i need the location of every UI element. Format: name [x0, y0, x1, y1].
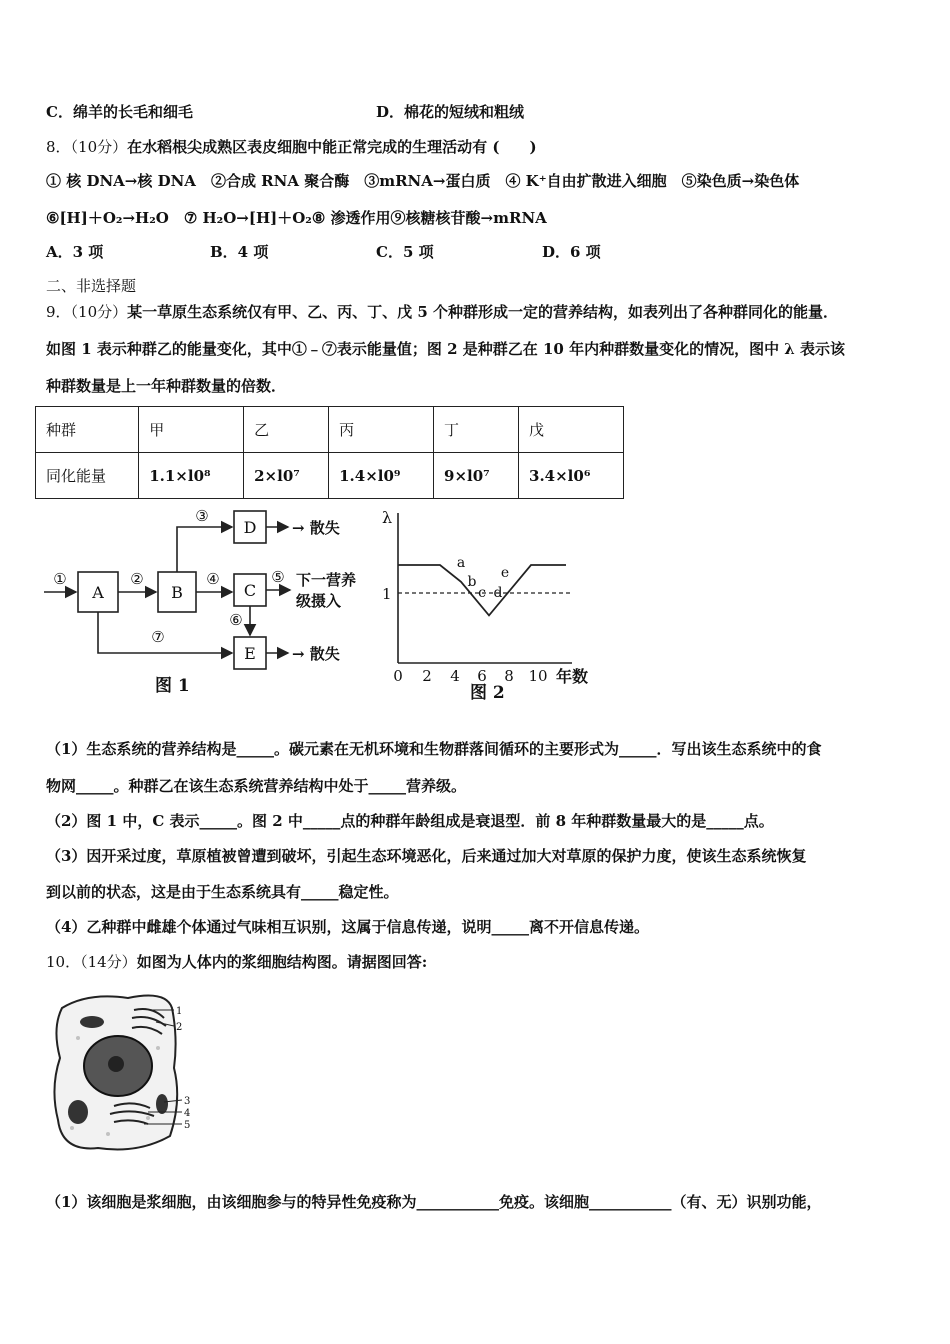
- q10-sub1: （1）该细胞是浆细胞，由该细胞参与的特异性免疫称为___________免疫。该细胞___________（有、无）识别功能，: [46, 1193, 822, 1211]
- x-tick: 10: [528, 667, 548, 685]
- fig2-caption: 图 2: [470, 683, 505, 703]
- point-label-c: c: [478, 585, 486, 601]
- cell-label-5: 5: [184, 1120, 191, 1131]
- x-axis-unit: 年数: [556, 667, 589, 686]
- x-tick: 2: [422, 667, 432, 685]
- x-tick: 6: [477, 667, 487, 685]
- loss-label-2: → 散失: [292, 645, 340, 663]
- q8-items-2: ⑥[H]＋O₂→H₂O ⑦ H₂O→[H]＋O₂⑧ 渗透作用⑨核糖核苷酸→mRNA: [46, 209, 547, 227]
- marker-4: ④: [206, 570, 220, 588]
- marker-7: ⑦: [151, 628, 165, 646]
- q9-sub3-line-1: （3）因开采过度，草原植被曾遭到破坏，引起生态环境恶化，后来通过加大对草原的保护力度，使该生态系统恢复: [46, 847, 807, 865]
- marker-3: ③: [195, 507, 209, 525]
- q9-sub1-line-2: 物网_____。种群乙在该生态系统营养结构中处于_____营养级。: [46, 777, 467, 795]
- node-a: A: [92, 583, 104, 602]
- y-axis-label: λ: [382, 508, 393, 527]
- node-e: E: [244, 644, 256, 663]
- q9-sub4: （4）乙种群中雌雄个体通过气味相互识别，这属于信息传递，说明_____离不开信息传递。: [46, 918, 649, 936]
- point-label-a: a: [456, 555, 466, 571]
- point-label-b: b: [467, 574, 477, 590]
- next-level-label-1: 下一营养: [296, 571, 357, 589]
- x-tick: 0: [393, 667, 403, 685]
- q8-stem: 在水稻根尖成熟区表皮细胞中能正常完成的生理活动有 ( ): [127, 138, 537, 156]
- table-cell: 9×l0⁷: [434, 453, 519, 499]
- node-b: B: [171, 583, 183, 602]
- table-cell: 同化能量: [36, 453, 139, 499]
- node-c: C: [243, 581, 257, 600]
- q8-items-1: ① 核 DNA→核 DNA ②合成 RNA 聚合酶 ③mRNA→蛋白质 ④ K⁺自由扩散进入细胞 ⑤染色质→染色体: [46, 172, 800, 190]
- nucleolus: [108, 1056, 124, 1072]
- table-cell: 戊: [519, 407, 624, 453]
- q7-option-d: D．棉花的短绒和粗绒: [376, 103, 525, 121]
- table-row: [36, 453, 624, 499]
- q8-option-c: C．5 项: [376, 243, 434, 261]
- q7-option-c: C．绵羊的长毛和细毛: [46, 103, 193, 121]
- table-cell: 种群: [36, 407, 139, 453]
- table-header-row: [36, 407, 624, 453]
- population-energy-table: [35, 406, 624, 499]
- table-cell: 丁: [434, 407, 519, 453]
- table-cell: 1.1×l0⁸: [139, 453, 244, 499]
- section-heading: 二、非选择题: [46, 277, 137, 295]
- energy-flow-diagram: [40, 505, 380, 705]
- table-cell: 1.4×l0⁹: [329, 453, 434, 499]
- cell-label-3: 3: [184, 1096, 191, 1107]
- q9-stem-line-3: 种群数量是上一年种群数量的倍数．: [46, 377, 287, 395]
- marker-6: ⑥: [229, 611, 243, 629]
- q9-sub2: （2）图 1 中，C 表示_____。图 2 中_____点的种群年龄组成是衰退型．前 8 年种群数量最大的是_____点。: [46, 812, 774, 830]
- mitochondrion: [80, 1016, 104, 1028]
- q10-number: 10．（14分）: [46, 953, 137, 971]
- loss-label-1: → 散失: [292, 519, 340, 537]
- cell-label-4: 4: [184, 1108, 191, 1119]
- lambda-chart: [372, 505, 612, 705]
- mitochondrion: [68, 1100, 88, 1124]
- x-tick: 8: [504, 667, 514, 685]
- node-d: D: [243, 518, 257, 537]
- q9-number: 9．（10分）: [46, 303, 128, 321]
- plasma-cell-diagram: [48, 988, 208, 1158]
- table-cell: 3.4×l0⁶: [519, 453, 624, 499]
- x-tick: 4: [450, 667, 460, 685]
- q9-sub3-line-2: 到以前的状态，这是由于生态系统具有_____稳定性。: [46, 883, 399, 901]
- q8-option-b: B．4 项: [210, 243, 269, 261]
- q9-sub1-line-1: （1）生态系统的营养结构是_____。碳元素在无机环境和生物群落间循环的主要形式为_____．写出该生态系统中的食: [46, 740, 822, 758]
- mitochondrion: [156, 1094, 168, 1114]
- cell-label-2: 2: [176, 1022, 183, 1033]
- y-one-label: 1: [382, 585, 392, 603]
- q8-stem-line: [46, 137, 537, 157]
- q8-option-a: A．3 项: [46, 243, 104, 261]
- next-level-label-2: 级摄入: [296, 592, 342, 610]
- point-label-d: d: [493, 585, 503, 601]
- q10-stem-line: [46, 952, 427, 972]
- table-cell: 乙: [244, 407, 329, 453]
- point-label-e: e: [500, 565, 510, 581]
- marker-5: ⑤: [271, 568, 285, 586]
- q9-stem-line-2: 如图 1 表示种群乙的能量变化，其中①﹣⑦表示能量值；图 2 是种群乙在 10 年内种群数量变化的情况，图中 λ 表示该: [46, 340, 846, 358]
- table-cell: 2×l0⁷: [244, 453, 329, 499]
- fig1-caption: 图 1: [155, 676, 190, 696]
- table-cell: 丙: [329, 407, 434, 453]
- marker-2: ②: [130, 570, 144, 588]
- q10-stem: 如图为人体内的浆细胞结构图。请据图回答:: [136, 953, 428, 971]
- table-cell: 甲: [139, 407, 244, 453]
- marker-1: ①: [53, 570, 67, 588]
- q8-number: 8．（10分）: [46, 138, 128, 156]
- q9-stem-1: 某一草原生态系统仅有甲、乙、丙、丁、戊 5 个种群形成一定的营养结构，如表列出了各种群同化的能量．: [127, 303, 839, 321]
- q9-stem-line-1: [46, 302, 838, 322]
- q8-option-d: D．6 项: [542, 243, 601, 261]
- cell-label-1: 1: [176, 1006, 183, 1017]
